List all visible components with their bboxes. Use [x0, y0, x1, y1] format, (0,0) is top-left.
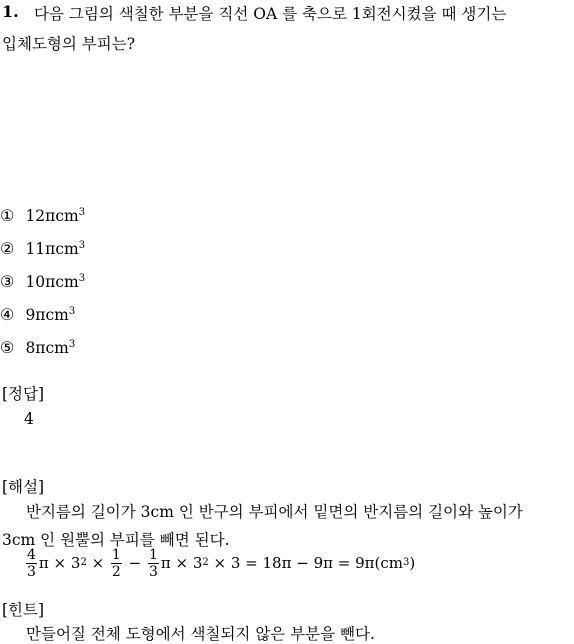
choice-item-5[interactable] [0, 338, 75, 357]
question-number: 1. [2, 2, 19, 21]
choice-marker: ② [0, 239, 15, 258]
choice-item-1[interactable] [0, 206, 85, 225]
choice-item-3[interactable] [0, 272, 85, 291]
choice-marker: ③ [0, 272, 15, 291]
choice-value: 10πcm$^3$ [25, 272, 86, 291]
choice-marker: ④ [0, 305, 15, 324]
hint-text: 만들어질 전체 도형에서 색칠되지 않은 부분을 뺀다. [26, 625, 375, 643]
answer-label: [정답] [2, 385, 45, 403]
formula-term: × 3 = 18π − 9π = 9π(cm [208, 554, 403, 572]
choice-marker: ⑤ [0, 338, 15, 357]
choice-value: 8πcm$^3$ [25, 338, 76, 357]
fraction-one-third: $\frac{1}{3}$ [148, 546, 158, 580]
formula-term: − [123, 554, 146, 572]
answer-value: 4 [24, 410, 34, 428]
choice-item-4[interactable] [0, 305, 75, 324]
formula-term: π × 3 [160, 554, 203, 572]
question-text-line1: 다음 그림의 색칠한 부분을 직선 OA 를 축으로 1회전시켰을 때 생기는 [34, 5, 507, 23]
formula-term: π × 3 [38, 554, 81, 572]
choice-value: 9πcm$^3$ [25, 305, 76, 324]
hint-label: [힌트] [2, 601, 45, 619]
choice-value: 12πcm$^3$ [25, 206, 86, 225]
fraction-four-thirds: $\frac{4}{3}$ [27, 546, 36, 580]
explanation-label: [해설] [2, 478, 45, 496]
formula-term: × [86, 554, 109, 572]
choice-marker: ① [0, 206, 15, 225]
explanation-line1: 반지름의 길이가 3cm 인 반구의 부피에서 밑면의 반지름의 길이와 높이가 [26, 503, 523, 521]
question-text-line2: 입체도형의 부피는? [2, 35, 136, 53]
explanation-line2: 3cm 인 원뿔의 부피를 빼면 된다. [2, 531, 230, 549]
fraction-one-half: $\frac{1}{2}$ [111, 546, 121, 580]
choice-item-2[interactable] [0, 239, 85, 258]
explanation-formula: $\frac{4}{3}$ π × 3 2 × $\frac{1}{2}$ − $\frac{1}{3}$ π × 3 2 × 3 = 18π − 9π = 9π(cm 3 ) [27, 546, 416, 580]
formula-term: ) [409, 554, 416, 572]
choice-value: 11πcm$^3$ [25, 239, 86, 258]
